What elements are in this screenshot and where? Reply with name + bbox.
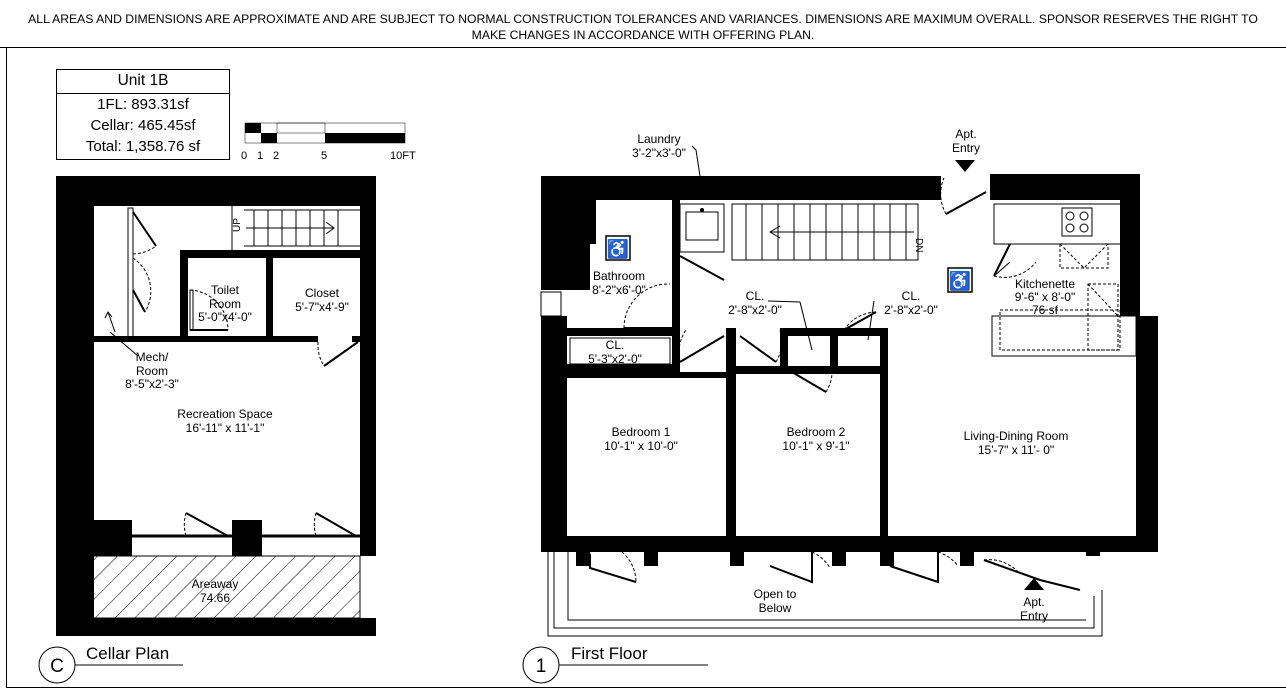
cellar-toilet-label-2: Room <box>208 297 242 311</box>
first-open-below-label: Open to <box>753 587 797 601</box>
accessibility-icon <box>948 268 972 292</box>
first-bedroom-2-label: Bedroom 2 <box>786 425 846 439</box>
scale-bar <box>241 123 416 162</box>
first-kitchen-area: 76 sf <box>1031 303 1059 317</box>
first-closet-3-dimensions: 2'-8"x2'-0" <box>884 303 938 317</box>
first-laundry-dimensions: 3'-2"x3'-0" <box>632 146 686 160</box>
first-closet-1-dimensions: 5'-3"x2'-0" <box>588 352 642 366</box>
cellar-closet-dimensions: 5'-7"x4'-9" <box>295 300 349 314</box>
first-stair-down: DN <box>913 238 924 253</box>
scale-tick-2: 2 <box>273 150 280 162</box>
first-floor-plan <box>523 127 1158 683</box>
scale-tick-1: 1 <box>257 150 264 162</box>
cellar-toilet-dimensions: 5'-0"x4'-0" <box>198 310 252 324</box>
first-living-dimensions: 15'-7" x 11'- 0" <box>977 443 1055 457</box>
scale-tick-0: 0 <box>241 150 248 162</box>
first-closet-1-label: CL. <box>605 338 625 352</box>
disclaimer-line-2: MAKE CHANGES IN ACCORDANCE WITH OFFERING PLAN. <box>471 28 815 42</box>
scale-tick-5: 5 <box>321 150 328 162</box>
cellar-recreation-dimensions: 16'-11" x 11'-1" <box>185 421 265 435</box>
cellar-areaway-area: 74.66 <box>199 591 231 605</box>
first-living-label: Living-Dining Room <box>963 429 1069 443</box>
first-entry-top-label: Apt. <box>955 127 977 141</box>
scale-tick-10: 10FT <box>390 150 416 162</box>
first-entry-bottom-label-2: Entry <box>1019 609 1049 623</box>
first-floor-plan-title: First Floor <box>571 644 648 663</box>
unit-cellar-area: Cellar: 465.45sf <box>90 117 196 134</box>
first-open-below-label-2: Below <box>758 601 792 615</box>
disclaimer-line-1: ALL AREAS AND DIMENSIONS ARE APPROXIMATE AND ARE SUBJECT TO NORMAL CONSTRUCTION TOLERANCES AND VARIANCES. DIMENSIONS ARE MAXIMUM OVERALL. SPONSOR RESERVES THE RIGHT TO <box>28 12 1258 26</box>
cellar-mech-label-2: Room <box>135 364 169 378</box>
cellar-recreation-label: Recreation Space <box>177 407 273 421</box>
svg-text:♿: ♿ <box>948 271 972 291</box>
first-floor-plan-marker: 1 <box>535 656 547 677</box>
first-closet-3-label: CL. <box>901 289 921 303</box>
cellar-toilet-label: Toilet <box>210 283 240 297</box>
first-laundry-label: Laundry <box>637 132 681 146</box>
cellar-mech-dimensions: 8'-5"x2'-3" <box>125 377 179 391</box>
svg-text:♿: ♿ <box>606 239 630 259</box>
unit-first-floor-area: 1FL: 893.31sf <box>97 96 189 113</box>
first-kitchen-dimensions: 9'-6" x 8'-0" <box>1014 290 1076 304</box>
first-bedroom-1-dimensions: 10'-1" x 10'-0" <box>604 439 678 453</box>
first-bathroom-label: Bathroom <box>592 269 646 283</box>
cellar-areaway-label: Areaway <box>191 577 239 591</box>
cellar-stair-up: UP <box>232 218 243 232</box>
cellar-plan-title: Cellar Plan <box>86 644 170 663</box>
first-closet-2-label: CL. <box>745 289 765 303</box>
cellar-plan <box>39 176 376 683</box>
cellar-mech-label: Mech/ <box>135 350 169 364</box>
accessibility-icon <box>606 236 630 260</box>
cellar-plan-marker: C <box>50 656 64 677</box>
first-kitchen-label: Kitchenette <box>1014 277 1076 291</box>
first-closet-2-dimensions: 2'-8"x2'-0" <box>728 303 782 317</box>
unit-title: Unit 1B <box>57 70 229 94</box>
first-entry-top-label-2: Entry <box>951 141 981 155</box>
first-entry-bottom-label: Apt. <box>1023 595 1045 609</box>
first-bathroom-dimensions: 8'-2"x6'-0" <box>592 283 646 297</box>
unit-total-area: Total: 1,358.76 sf <box>85 138 201 155</box>
first-bedroom-1-label: Bedroom 1 <box>611 425 671 439</box>
cellar-closet-label: Closet <box>304 286 340 300</box>
first-bedroom-2-dimensions: 10'-1" x 9'-1" <box>782 439 850 453</box>
